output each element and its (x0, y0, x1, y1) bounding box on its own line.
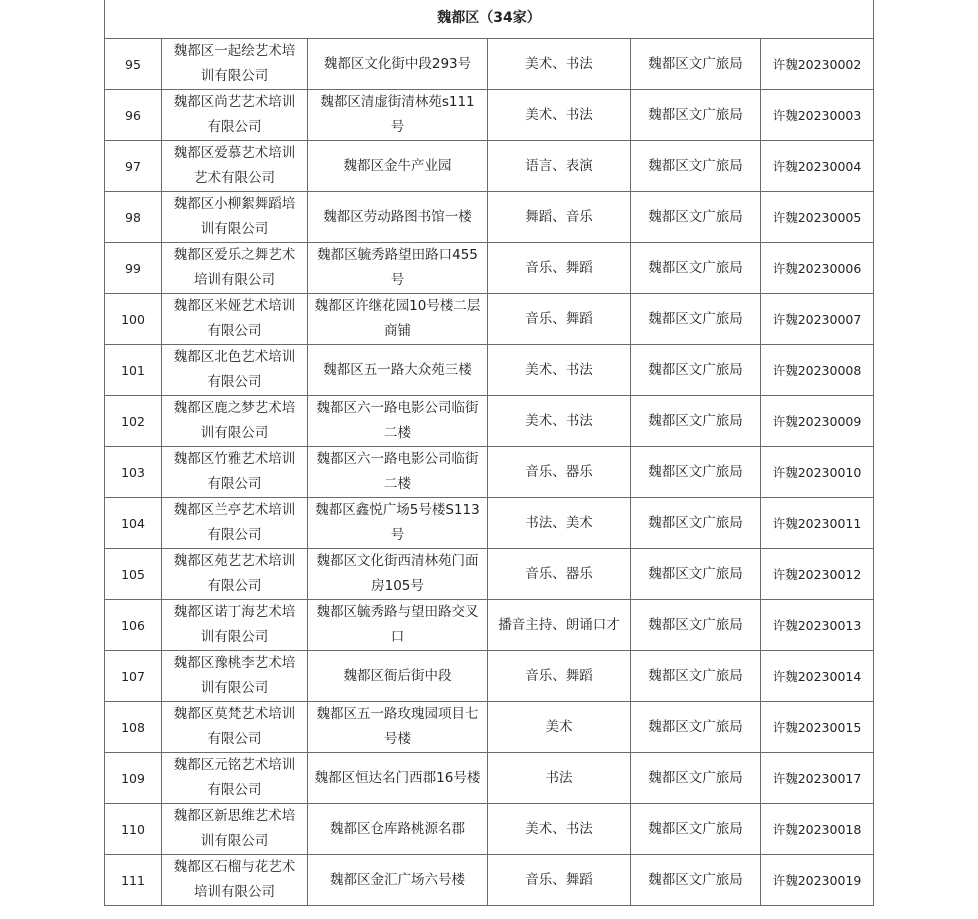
category-cell: 音乐、舞蹈 (488, 243, 631, 294)
table-row (105, 702, 874, 753)
address-cell: 魏都区劳动路图书馆一楼 (308, 192, 488, 243)
row-number-cell: 109 (105, 753, 162, 804)
table-row (105, 243, 874, 294)
table-row (105, 753, 874, 804)
row-number-cell: 101 (105, 345, 162, 396)
permit-number-cell: 许魏20230009 (761, 396, 874, 447)
category-cell: 播音主持、朗诵口才 (488, 600, 631, 651)
address-cell: 魏都区恒达名门西郡16号楼 (308, 753, 488, 804)
row-number-cell: 100 (105, 294, 162, 345)
table-row (105, 39, 874, 90)
table-row (105, 498, 874, 549)
issuing-authority-cell: 魏都区文广旅局 (631, 549, 761, 600)
permit-number-cell: 许魏20230013 (761, 600, 874, 651)
permit-number-cell: 许魏20230011 (761, 498, 874, 549)
table-row (105, 345, 874, 396)
issuing-authority-cell: 魏都区文广旅局 (631, 804, 761, 855)
section-header-row (105, 0, 874, 39)
row-number-cell: 98 (105, 192, 162, 243)
issuing-authority-cell: 魏都区文广旅局 (631, 141, 761, 192)
category-cell: 美术、书法 (488, 90, 631, 141)
category-cell: 美术、书法 (488, 396, 631, 447)
permit-number-cell: 许魏20230019 (761, 855, 874, 906)
address-cell: 魏都区文化街中段293号 (308, 39, 488, 90)
category-cell: 语言、表演 (488, 141, 631, 192)
category-cell: 音乐、器乐 (488, 549, 631, 600)
institution-name-cell: 魏都区爱乐之舞艺术培训有限公司 (162, 243, 308, 294)
institution-name-cell: 魏都区兰亭艺术培训有限公司 (162, 498, 308, 549)
institution-name-cell: 魏都区新思维艺术培训有限公司 (162, 804, 308, 855)
category-cell: 音乐、器乐 (488, 447, 631, 498)
address-cell: 魏都区五一路玫瑰园项目七号楼 (308, 702, 488, 753)
permit-number-cell: 许魏20230014 (761, 651, 874, 702)
issuing-authority-cell: 魏都区文广旅局 (631, 396, 761, 447)
permit-number-cell: 许魏20230015 (761, 702, 874, 753)
permit-number-cell: 许魏20230002 (761, 39, 874, 90)
category-cell: 音乐、舞蹈 (488, 855, 631, 906)
permit-number-cell: 许魏20230006 (761, 243, 874, 294)
institution-name-cell: 魏都区石榴与花艺术培训有限公司 (162, 855, 308, 906)
row-number-cell: 104 (105, 498, 162, 549)
issuing-authority-cell: 魏都区文广旅局 (631, 498, 761, 549)
row-number-cell: 107 (105, 651, 162, 702)
permit-number-cell: 许魏20230004 (761, 141, 874, 192)
institution-name-cell: 魏都区小柳絮舞蹈培训有限公司 (162, 192, 308, 243)
address-cell: 魏都区金汇广场六号楼 (308, 855, 488, 906)
permit-number-cell: 许魏20230012 (761, 549, 874, 600)
address-cell: 魏都区六一路电影公司临街二楼 (308, 447, 488, 498)
issuing-authority-cell: 魏都区文广旅局 (631, 192, 761, 243)
issuing-authority-cell: 魏都区文广旅局 (631, 753, 761, 804)
institution-name-cell: 魏都区莫梵艺术培训有限公司 (162, 702, 308, 753)
institution-name-cell: 魏都区诺丁海艺术培训有限公司 (162, 600, 308, 651)
issuing-authority-cell: 魏都区文广旅局 (631, 243, 761, 294)
permit-number-cell: 许魏20230007 (761, 294, 874, 345)
permit-number-cell: 许魏20230005 (761, 192, 874, 243)
category-cell: 音乐、舞蹈 (488, 651, 631, 702)
row-number-cell: 106 (105, 600, 162, 651)
issuing-authority-cell: 魏都区文广旅局 (631, 294, 761, 345)
category-cell: 美术、书法 (488, 804, 631, 855)
institution-name-cell: 魏都区尚艺艺术培训有限公司 (162, 90, 308, 141)
institution-name-cell: 魏都区苑艺艺术培训有限公司 (162, 549, 308, 600)
institution-name-cell: 魏都区一起绘艺术培训有限公司 (162, 39, 308, 90)
address-cell: 魏都区五一路大众苑三楼 (308, 345, 488, 396)
issuing-authority-cell: 魏都区文广旅局 (631, 651, 761, 702)
category-cell: 书法、美术 (488, 498, 631, 549)
row-number-cell: 110 (105, 804, 162, 855)
address-cell: 魏都区金牛产业园 (308, 141, 488, 192)
issuing-authority-cell: 魏都区文广旅局 (631, 345, 761, 396)
category-cell: 音乐、舞蹈 (488, 294, 631, 345)
table-row (105, 804, 874, 855)
row-number-cell: 111 (105, 855, 162, 906)
license-table (104, 0, 874, 906)
permit-number-cell: 许魏20230017 (761, 753, 874, 804)
section-title: 魏都区（34家） (105, 0, 874, 39)
license-table-wrapper (104, 0, 873, 906)
table-row (105, 90, 874, 141)
issuing-authority-cell: 魏都区文广旅局 (631, 702, 761, 753)
institution-name-cell: 魏都区爱慕艺术培训艺术有限公司 (162, 141, 308, 192)
issuing-authority-cell: 魏都区文广旅局 (631, 600, 761, 651)
issuing-authority-cell: 魏都区文广旅局 (631, 39, 761, 90)
category-cell: 舞蹈、音乐 (488, 192, 631, 243)
table-row (105, 855, 874, 906)
permit-number-cell: 许魏20230008 (761, 345, 874, 396)
issuing-authority-cell: 魏都区文广旅局 (631, 90, 761, 141)
address-cell: 魏都区清虚街清林苑s111号 (308, 90, 488, 141)
address-cell: 魏都区文化街西清林苑门面房105号 (308, 549, 488, 600)
row-number-cell: 102 (105, 396, 162, 447)
row-number-cell: 108 (105, 702, 162, 753)
address-cell: 魏都区许继花园10号楼二层商铺 (308, 294, 488, 345)
permit-number-cell: 许魏20230010 (761, 447, 874, 498)
table-row (105, 549, 874, 600)
address-cell: 魏都区六一路电影公司临街二楼 (308, 396, 488, 447)
table-row (105, 396, 874, 447)
institution-name-cell: 魏都区鹿之梦艺术培训有限公司 (162, 396, 308, 447)
institution-name-cell: 魏都区竹雅艺术培训有限公司 (162, 447, 308, 498)
row-number-cell: 105 (105, 549, 162, 600)
address-cell: 魏都区衙后街中段 (308, 651, 488, 702)
table-row (105, 651, 874, 702)
address-cell: 魏都区毓秀路望田路口455号 (308, 243, 488, 294)
table-row (105, 600, 874, 651)
row-number-cell: 99 (105, 243, 162, 294)
table-body (105, 0, 874, 906)
institution-name-cell: 魏都区北色艺术培训有限公司 (162, 345, 308, 396)
category-cell: 美术、书法 (488, 39, 631, 90)
row-number-cell: 97 (105, 141, 162, 192)
address-cell: 魏都区鑫悦广场5号楼S113号 (308, 498, 488, 549)
table-row (105, 447, 874, 498)
issuing-authority-cell: 魏都区文广旅局 (631, 855, 761, 906)
category-cell: 美术、书法 (488, 345, 631, 396)
row-number-cell: 103 (105, 447, 162, 498)
institution-name-cell: 魏都区元铭艺术培训有限公司 (162, 753, 308, 804)
table-row (105, 141, 874, 192)
row-number-cell: 95 (105, 39, 162, 90)
institution-name-cell: 魏都区豫桃李艺术培训有限公司 (162, 651, 308, 702)
table-row (105, 192, 874, 243)
institution-name-cell: 魏都区米娅艺术培训有限公司 (162, 294, 308, 345)
row-number-cell: 96 (105, 90, 162, 141)
table-row (105, 294, 874, 345)
address-cell: 魏都区仓库路桃源名郡 (308, 804, 488, 855)
category-cell: 美术 (488, 702, 631, 753)
permit-number-cell: 许魏20230018 (761, 804, 874, 855)
address-cell: 魏都区毓秀路与望田路交叉口 (308, 600, 488, 651)
issuing-authority-cell: 魏都区文广旅局 (631, 447, 761, 498)
category-cell: 书法 (488, 753, 631, 804)
permit-number-cell: 许魏20230003 (761, 90, 874, 141)
